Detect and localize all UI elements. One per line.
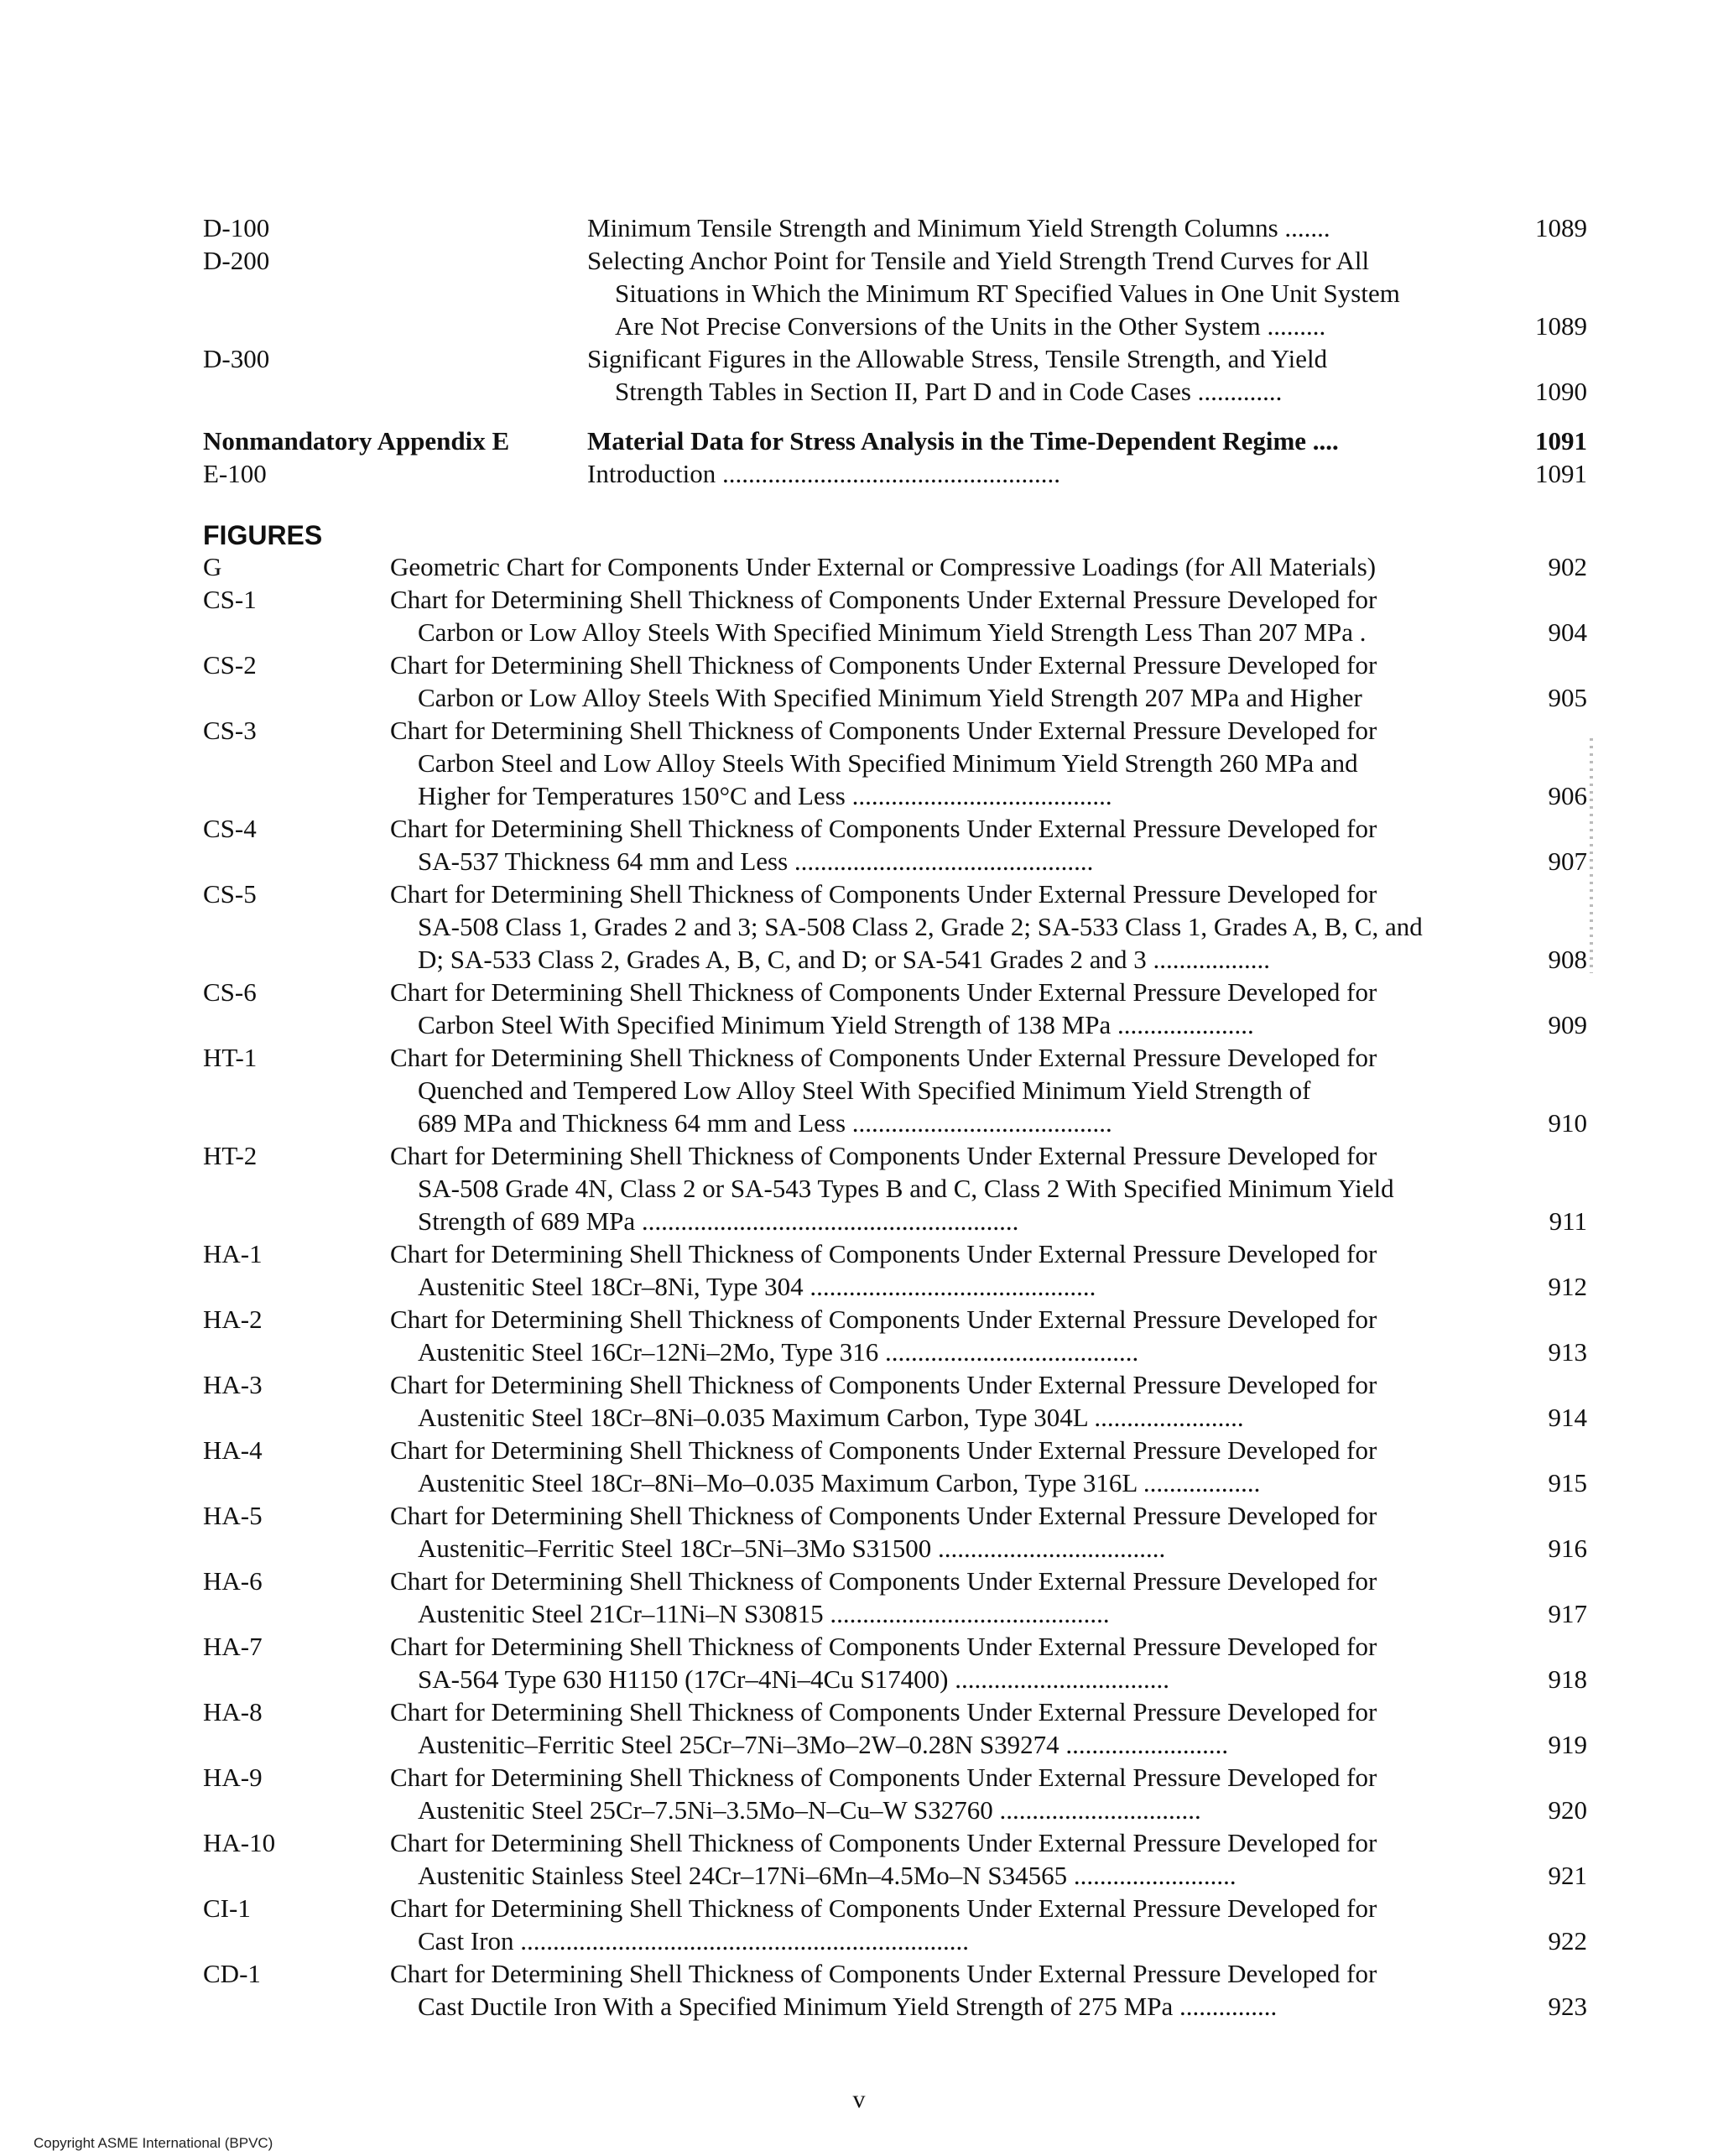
- entry-code: HA-5: [203, 1501, 263, 1530]
- entry-page-number: 912: [1548, 1272, 1587, 1301]
- entry-code: CS-4: [203, 814, 257, 843]
- entry-title-line: Carbon Steel and Low Alloy Steels With Specified Minimum Yield Strength 260 MPa and: [418, 748, 1358, 778]
- entry-code: Nonmandatory Appendix E: [203, 426, 510, 456]
- entry-code: G: [203, 552, 222, 581]
- entry-code: E-100: [203, 459, 267, 488]
- entry-title: [390, 976, 1476, 1041]
- copyright-notice: Copyright ASME International (BPVC): [34, 2135, 273, 2151]
- entry-title: [390, 648, 1476, 714]
- entry-code: HA-3: [203, 1370, 263, 1399]
- entry-code: HA-2: [203, 1305, 263, 1334]
- entry-page-number: 917: [1548, 1599, 1587, 1628]
- entry-code: CS-1: [203, 585, 257, 614]
- entry-page-number: 1090: [1535, 377, 1587, 406]
- entry-title-line: Chart for Determining Shell Thickness of Components Under External Pressure Developed for: [390, 1435, 1377, 1465]
- entry-title-line: Significant Figures in the Allowable Stress, Tensile Strength, and Yield: [587, 344, 1328, 373]
- entry-page-number: 909: [1548, 1010, 1587, 1039]
- entry-title-line: Carbon Steel With Specified Minimum Yield Strength of 138 MPa .....................: [418, 1010, 1254, 1039]
- entry-code: CS-3: [203, 716, 257, 745]
- entry-title: [390, 1761, 1476, 1826]
- entry-code: HA-4: [203, 1435, 263, 1465]
- entry-page-number: 1089: [1535, 311, 1587, 341]
- entry-title-line: Austenitic Steel 18Cr–8Ni, Type 304 ............................................: [418, 1272, 1096, 1301]
- entry-page-number: 921: [1548, 1861, 1587, 1890]
- entry-code: D-200: [203, 246, 270, 275]
- entry-page-number: 906: [1548, 781, 1587, 810]
- entry-code: HA-7: [203, 1632, 263, 1661]
- entry-code: CD-1: [203, 1959, 261, 1988]
- entry-title-line: Selecting Anchor Point for Tensile and Yield Strength Trend Curves for All: [587, 246, 1370, 275]
- entry-code: CS-2: [203, 650, 257, 680]
- entry-code: CI-1: [203, 1893, 251, 1923]
- entry-title-line: SA-537 Thickness 64 mm and Less ..............................................: [418, 846, 1094, 876]
- entry-title-line: Austenitic Steel 25Cr–7.5Ni–3.5Mo–N–Cu–W S32760 ...............................: [418, 1795, 1201, 1825]
- entry-code: HA-9: [203, 1763, 263, 1792]
- entry-title-line: Austenitic Steel 18Cr–8Ni–0.035 Maximum Carbon, Type 304L .......................: [418, 1403, 1244, 1432]
- entry-title-line: Chart for Determining Shell Thickness of Components Under External Pressure Developed for: [390, 1239, 1377, 1268]
- entry-title-line: Chart for Determining Shell Thickness of Components Under External Pressure Developed for: [390, 716, 1377, 745]
- entry-title-line: Quenched and Tempered Low Alloy Steel With Specified Minimum Yield Strength of: [418, 1075, 1311, 1105]
- entry-title-line: Austenitic Steel 16Cr–12Ni–2Mo, Type 316 .......................................: [418, 1337, 1139, 1367]
- entry-title-line: Introduction ....................................................: [587, 459, 1060, 488]
- entry-page-number: 916: [1548, 1534, 1587, 1563]
- entry-code: HA-6: [203, 1566, 263, 1596]
- entry-title: [587, 342, 1476, 408]
- entry-page-number: 904: [1548, 617, 1587, 647]
- entry-title-line: SA-508 Class 1, Grades 2 and 3; SA-508 Class 2, Grade 2; SA-533 Class 1, Grades A, B, C, and: [418, 912, 1423, 941]
- entry-title-line: Cast Iron .....................................................................: [418, 1926, 970, 1956]
- entry-title-line: Chart for Determining Shell Thickness of Components Under External Pressure Developed for: [390, 1959, 1377, 1988]
- entry-title: [390, 1303, 1476, 1368]
- entry-title: [390, 714, 1476, 812]
- entry-title-line: Austenitic Stainless Steel 24Cr–17Ni–6Mn–4.5Mo–N S34565 .........................: [418, 1861, 1236, 1890]
- entry-title-line: D; SA-533 Class 2, Grades A, B, C, and D; or SA-541 Grades 2 and 3 ..................: [418, 945, 1271, 974]
- entry-title: [390, 1041, 1476, 1139]
- entry-title-line: Strength Tables in Section II, Part D and in Code Cases .............: [615, 377, 1283, 406]
- entry-page-number: 908: [1548, 945, 1587, 974]
- entry-title-line: SA-564 Type 630 H1150 (17Cr–4Ni–4Cu S17400) .................................: [418, 1664, 1169, 1694]
- entry-page-number: 1091: [1535, 426, 1587, 456]
- entry-title-line: Chart for Determining Shell Thickness of Components Under External Pressure Developed for: [390, 1828, 1377, 1857]
- entry-title: [390, 1826, 1476, 1892]
- entry-code: CS-6: [203, 977, 257, 1007]
- entry-title-line: Higher for Temperatures 150°C and Less ........................................: [418, 781, 1112, 810]
- entry-title: [390, 1139, 1476, 1237]
- entry-title: [587, 211, 1476, 244]
- entry-code: D-300: [203, 344, 270, 373]
- page-number: v: [852, 2086, 866, 2113]
- entry-title-line: Chart for Determining Shell Thickness of Components Under External Pressure Developed for: [390, 1632, 1377, 1661]
- entry-title-line: Chart for Determining Shell Thickness of Components Under External Pressure Developed for: [390, 1501, 1377, 1530]
- entry-title-line: Austenitic Steel 21Cr–11Ni–N S30815 ...........................................: [418, 1599, 1110, 1628]
- entry-title-line: Austenitic–Ferritic Steel 25Cr–7Ni–3Mo–2W–0.28N S39274 .........................: [418, 1730, 1229, 1759]
- entry-page-number: 913: [1548, 1337, 1587, 1367]
- entry-title: [390, 1237, 1476, 1303]
- entry-title-line: Chart for Determining Shell Thickness of Components Under External Pressure Developed for: [390, 814, 1377, 843]
- entry-page-number: 922: [1548, 1926, 1587, 1956]
- entry-title-line: Austenitic Steel 18Cr–8Ni–Mo–0.035 Maximum Carbon, Type 316L ..................: [418, 1468, 1261, 1497]
- entry-page-number: 1089: [1535, 213, 1587, 242]
- entry-title-line: Chart for Determining Shell Thickness of Components Under External Pressure Developed for: [390, 1305, 1377, 1334]
- entry-title-line: SA-508 Grade 4N, Class 2 or SA-543 Types B and C, Class 2 With Specified Minimum Yield: [418, 1174, 1394, 1203]
- entry-title: [390, 1630, 1476, 1695]
- entry-page-number: 919: [1548, 1730, 1587, 1759]
- entry-title: [587, 244, 1476, 342]
- entry-title-line: Chart for Determining Shell Thickness of Components Under External Pressure Developed for: [390, 1763, 1377, 1792]
- entry-page-number: 1091: [1535, 459, 1587, 488]
- entry-page-number: 918: [1548, 1664, 1587, 1694]
- entry-title-line: Chart for Determining Shell Thickness of Components Under External Pressure Developed for: [390, 650, 1377, 680]
- entry-title: [390, 1957, 1476, 2023]
- entry-title-line: Austenitic–Ferritic Steel 18Cr–5Ni–3Mo S31500 ...................................: [418, 1534, 1166, 1563]
- entry-page-number: 920: [1548, 1795, 1587, 1825]
- entry-code: CS-5: [203, 879, 257, 909]
- entry-title-line: Situations in Which the Minimum RT Specified Values in One Unit System: [615, 279, 1400, 308]
- entry-title: [587, 457, 1476, 490]
- entry-code: HT-1: [203, 1043, 258, 1072]
- entry-title-line: Chart for Determining Shell Thickness of Components Under External Pressure Developed for: [390, 1370, 1377, 1399]
- entry-page-number: 915: [1548, 1468, 1587, 1497]
- figures-heading: FIGURES: [203, 520, 323, 550]
- entry-title-line: Carbon or Low Alloy Steels With Specified Minimum Yield Strength Less Than 207 MPa .: [418, 617, 1367, 647]
- entry-code: HA-8: [203, 1697, 263, 1726]
- entry-title-line: Chart for Determining Shell Thickness of Components Under External Pressure Developed for: [390, 1043, 1377, 1072]
- entry-page-number: 911: [1549, 1206, 1587, 1236]
- entry-title-line: Material Data for Stress Analysis in the Time-Dependent Regime ....: [587, 426, 1339, 456]
- entry-title-line: Chart for Determining Shell Thickness of Components Under External Pressure Developed for: [390, 977, 1377, 1007]
- entry-title-line: Cast Ductile Iron With a Specified Minimum Yield Strength of 275 MPa ...............: [418, 1992, 1278, 2021]
- entry-title: [390, 1499, 1476, 1565]
- side-mark: [1590, 738, 1593, 973]
- entry-title: [390, 1565, 1476, 1630]
- entry-title-line: Minimum Tensile Strength and Minimum Yield Strength Columns .......: [587, 213, 1330, 242]
- entry-page-number: 905: [1548, 683, 1587, 712]
- entry-title: [390, 1368, 1476, 1434]
- entry-title: [390, 550, 1476, 583]
- entry-page-number: 907: [1548, 846, 1587, 876]
- entry-title-line: Chart for Determining Shell Thickness of Components Under External Pressure Developed for: [390, 879, 1377, 909]
- entry-title: [390, 812, 1476, 878]
- entry-page-number: 923: [1548, 1992, 1587, 2021]
- entry-title-line: Chart for Determining Shell Thickness of Components Under External Pressure Developed for: [390, 1566, 1377, 1596]
- entry-title: [587, 424, 1476, 457]
- entry-title: [390, 878, 1476, 976]
- entry-title-line: Carbon or Low Alloy Steels With Specified Minimum Yield Strength 207 MPa and Higher: [418, 683, 1362, 712]
- entry-title-line: Strength of 689 MPa ..........................................................: [418, 1206, 1019, 1236]
- entry-title-line: Chart for Determining Shell Thickness of Components Under External Pressure Developed for: [390, 1141, 1377, 1170]
- entry-title: [390, 1434, 1476, 1499]
- entry-page-number: 902: [1548, 552, 1587, 581]
- entry-title-line: Are Not Precise Conversions of the Units in the Other System .........: [615, 311, 1326, 341]
- entry-code: HA-1: [203, 1239, 263, 1268]
- entry-page-number: 910: [1548, 1108, 1587, 1138]
- entry-title-line: 689 MPa and Thickness 64 mm and Less ........................................: [418, 1108, 1112, 1138]
- entry-code: D-100: [203, 213, 270, 242]
- entry-code: HT-2: [203, 1141, 258, 1170]
- entry-title: [390, 583, 1476, 648]
- entry-title-line: Chart for Determining Shell Thickness of Components Under External Pressure Developed for: [390, 585, 1377, 614]
- entry-title-line: Geometric Chart for Components Under External or Compressive Loadings (for All Materials): [390, 552, 1377, 581]
- entry-page-number: 914: [1548, 1403, 1587, 1432]
- entry-title: [390, 1892, 1476, 1957]
- entry-title-line: Chart for Determining Shell Thickness of Components Under External Pressure Developed for: [390, 1697, 1377, 1726]
- entry-title-line: Chart for Determining Shell Thickness of Components Under External Pressure Developed for: [390, 1893, 1377, 1923]
- entry-code: HA-10: [203, 1828, 276, 1857]
- entry-title: [390, 1695, 1476, 1761]
